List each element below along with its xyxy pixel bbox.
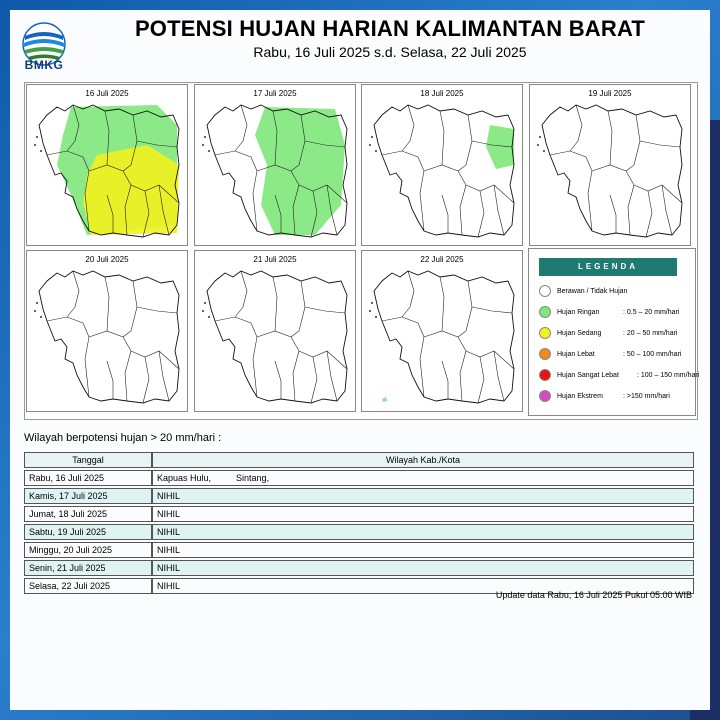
forecast-map bbox=[361, 84, 523, 246]
legend-label: Hujan Ringan bbox=[557, 309, 600, 316]
district-boundary bbox=[440, 111, 444, 165]
district-boundary bbox=[466, 351, 514, 369]
region-boundaries bbox=[382, 105, 514, 237]
district-boundary bbox=[275, 361, 281, 399]
district-boundary bbox=[608, 111, 612, 165]
map-svg bbox=[195, 251, 355, 411]
cell-date: Rabu, 16 Juli 2025 bbox=[24, 470, 152, 486]
map-date-label: 17 Juli 2025 bbox=[253, 89, 297, 98]
district-boundary bbox=[47, 317, 89, 337]
logo-text: BMKG bbox=[24, 58, 64, 72]
legend-label: Hujan Sangat Lebat bbox=[557, 372, 619, 379]
map-svg bbox=[27, 251, 187, 411]
column-header-date: Tanggal bbox=[24, 452, 152, 468]
island-dot bbox=[537, 144, 539, 146]
table-row bbox=[24, 542, 694, 558]
district-boundary bbox=[215, 317, 257, 337]
map-svg bbox=[195, 85, 355, 245]
island-dot bbox=[371, 302, 373, 304]
district-boundary bbox=[646, 191, 652, 237]
district-boundary bbox=[402, 105, 414, 151]
rain-area bbox=[382, 397, 387, 402]
district-boundary bbox=[131, 351, 179, 369]
district-boundary bbox=[107, 361, 113, 399]
district-boundary bbox=[588, 171, 592, 231]
district-boundary bbox=[626, 115, 640, 171]
district-boundary bbox=[458, 281, 472, 337]
forecast-map bbox=[26, 250, 188, 412]
province-outline bbox=[207, 271, 347, 403]
region-table bbox=[24, 450, 694, 596]
island-dot bbox=[369, 310, 371, 312]
island-dot bbox=[40, 316, 42, 318]
province-outline bbox=[374, 271, 514, 403]
island-dot bbox=[202, 310, 204, 312]
page-title: POTENSI HUJAN HARIAN KALIMANTAN BARAT bbox=[134, 16, 646, 41]
legend-swatch bbox=[539, 369, 551, 381]
region-boundaries bbox=[215, 271, 347, 403]
legend-range: : 0.5 – 20 mm/hari bbox=[623, 309, 680, 316]
district-boundary bbox=[105, 277, 109, 331]
district-boundary bbox=[382, 317, 424, 337]
district-boundary bbox=[472, 307, 512, 313]
district-boundary bbox=[466, 185, 514, 203]
district-boundary bbox=[293, 351, 299, 401]
district-boundary bbox=[402, 271, 414, 317]
cell-region: NIHIL bbox=[152, 542, 694, 558]
map-date-label: 21 Juli 2025 bbox=[253, 255, 297, 264]
cell-date: Senin, 21 Juli 2025 bbox=[24, 560, 152, 576]
district-boundary bbox=[420, 337, 424, 397]
district-boundary bbox=[273, 277, 277, 331]
district-boundary bbox=[460, 185, 466, 235]
district-boundary bbox=[458, 115, 472, 171]
province-outline bbox=[542, 105, 682, 237]
island-dot bbox=[375, 316, 377, 318]
district-boundary bbox=[570, 105, 582, 151]
cell-date: Minggu, 20 Juli 2025 bbox=[24, 542, 152, 558]
province-outline bbox=[374, 105, 514, 237]
district-boundary bbox=[215, 151, 257, 171]
table-header-row bbox=[24, 452, 694, 468]
district-boundary bbox=[442, 361, 448, 399]
island-dot bbox=[375, 150, 377, 152]
cell-region: NIHIL bbox=[152, 524, 694, 540]
legend-range: : 50 – 100 mm/hari bbox=[623, 351, 682, 358]
island-dot bbox=[371, 136, 373, 138]
cell-region: NIHIL bbox=[152, 506, 694, 522]
district-boundary bbox=[305, 307, 345, 313]
map-date-label: 22 Juli 2025 bbox=[420, 255, 464, 264]
island-dot bbox=[36, 136, 38, 138]
district-boundary bbox=[382, 151, 424, 171]
district-boundary bbox=[640, 141, 680, 147]
map-svg bbox=[27, 85, 187, 245]
legend-title: LEGENDA bbox=[539, 258, 677, 276]
table-row bbox=[24, 524, 694, 540]
district-boundary bbox=[253, 171, 257, 231]
map-svg bbox=[362, 85, 522, 245]
cell-region: NIHIL bbox=[152, 560, 694, 576]
region-boundaries bbox=[382, 271, 514, 403]
cell-region: NIHIL bbox=[152, 578, 694, 594]
table-title: Wilayah berpotensi hujan > 20 mm/hari : bbox=[24, 432, 222, 444]
island-dot bbox=[36, 302, 38, 304]
district-boundary bbox=[235, 105, 247, 151]
forecast-map bbox=[194, 250, 356, 412]
table-row bbox=[24, 506, 694, 522]
forecast-map bbox=[529, 84, 691, 246]
cell-region: Kapuas Hulu, Sintang, bbox=[152, 470, 694, 486]
island-dot bbox=[202, 144, 204, 146]
page-subtitle: Rabu, 16 Juli 2025 s.d. Selasa, 22 Juli 2025 bbox=[253, 44, 527, 60]
district-boundary bbox=[478, 357, 484, 403]
district-boundary bbox=[420, 171, 424, 231]
district-boundary bbox=[291, 281, 305, 337]
island-dot bbox=[34, 144, 36, 146]
column-header-region: Wilayah Kab./Kota bbox=[152, 452, 694, 468]
map-date-label: 19 Juli 2025 bbox=[588, 89, 632, 98]
district-boundary bbox=[123, 281, 137, 337]
region-boundaries bbox=[550, 105, 682, 237]
table-row bbox=[24, 560, 694, 576]
district-boundary bbox=[424, 165, 466, 185]
legend-swatch bbox=[539, 327, 551, 339]
region-boundaries bbox=[47, 271, 179, 403]
legend-label: Hujan Lebat bbox=[557, 351, 595, 358]
province-outline bbox=[39, 271, 179, 403]
map-svg bbox=[362, 251, 522, 411]
map-date-label: 20 Juli 2025 bbox=[85, 255, 129, 264]
legend-label: Hujan Sedang bbox=[557, 330, 602, 337]
district-boundary bbox=[628, 185, 634, 235]
district-boundary bbox=[67, 271, 79, 317]
district-boundary bbox=[440, 277, 444, 331]
legend-swatch bbox=[539, 285, 551, 297]
map-svg bbox=[530, 85, 690, 245]
forecast-map bbox=[361, 250, 523, 412]
rain-area bbox=[255, 107, 345, 235]
district-boundary bbox=[442, 195, 448, 233]
map-date-label: 16 Juli 2025 bbox=[85, 89, 129, 98]
legend-label: Hujan Ekstrem bbox=[557, 393, 603, 400]
island-dot bbox=[204, 136, 206, 138]
district-boundary bbox=[460, 351, 466, 401]
legend-swatch bbox=[539, 390, 551, 402]
cell-date: Sabtu, 19 Juli 2025 bbox=[24, 524, 152, 540]
district-boundary bbox=[478, 191, 484, 237]
cell-region: NIHIL bbox=[152, 488, 694, 504]
district-boundary bbox=[253, 337, 257, 397]
update-note: Update data Rabu, 16 Juli 2025 Pukul 05.00 WIB bbox=[495, 590, 692, 600]
district-boundary bbox=[424, 331, 466, 351]
map-date-label: 18 Juli 2025 bbox=[420, 89, 464, 98]
district-boundary bbox=[143, 357, 149, 403]
district-boundary bbox=[311, 357, 317, 403]
table-row bbox=[24, 488, 694, 504]
district-boundary bbox=[257, 331, 299, 351]
district-boundary bbox=[85, 337, 89, 397]
district-boundary bbox=[299, 351, 347, 369]
district-boundary bbox=[137, 307, 177, 313]
island-dot bbox=[208, 316, 210, 318]
legend-swatch bbox=[539, 348, 551, 360]
cell-date: Selasa, 22 Juli 2025 bbox=[24, 578, 152, 594]
legend-range: : 20 – 50 mm/hari bbox=[623, 330, 678, 337]
legend-swatch bbox=[539, 306, 551, 318]
table-row bbox=[24, 470, 694, 486]
district-boundary bbox=[592, 165, 634, 185]
district-boundary bbox=[235, 271, 247, 317]
island-dot bbox=[34, 310, 36, 312]
island-dot bbox=[369, 144, 371, 146]
cell-date: Jumat, 18 Juli 2025 bbox=[24, 506, 152, 522]
district-boundary bbox=[125, 351, 131, 401]
island-dot bbox=[40, 150, 42, 152]
cell-date: Kamis, 17 Juli 2025 bbox=[24, 488, 152, 504]
legend-range: : >150 mm/hari bbox=[623, 393, 670, 400]
district-boundary bbox=[610, 195, 616, 233]
forecast-map bbox=[26, 84, 188, 246]
legend-range: : 100 – 150 mm/hari bbox=[637, 372, 700, 379]
island-dot bbox=[204, 302, 206, 304]
district-boundary bbox=[550, 151, 592, 171]
legend-label: Berawan / Tidak Hujan bbox=[557, 288, 628, 295]
district-boundary bbox=[634, 185, 682, 203]
forecast-map bbox=[194, 84, 356, 246]
island-dot bbox=[208, 150, 210, 152]
legend bbox=[528, 248, 700, 416]
island-dot bbox=[539, 136, 541, 138]
island-dot bbox=[543, 150, 545, 152]
district-boundary bbox=[89, 331, 131, 351]
